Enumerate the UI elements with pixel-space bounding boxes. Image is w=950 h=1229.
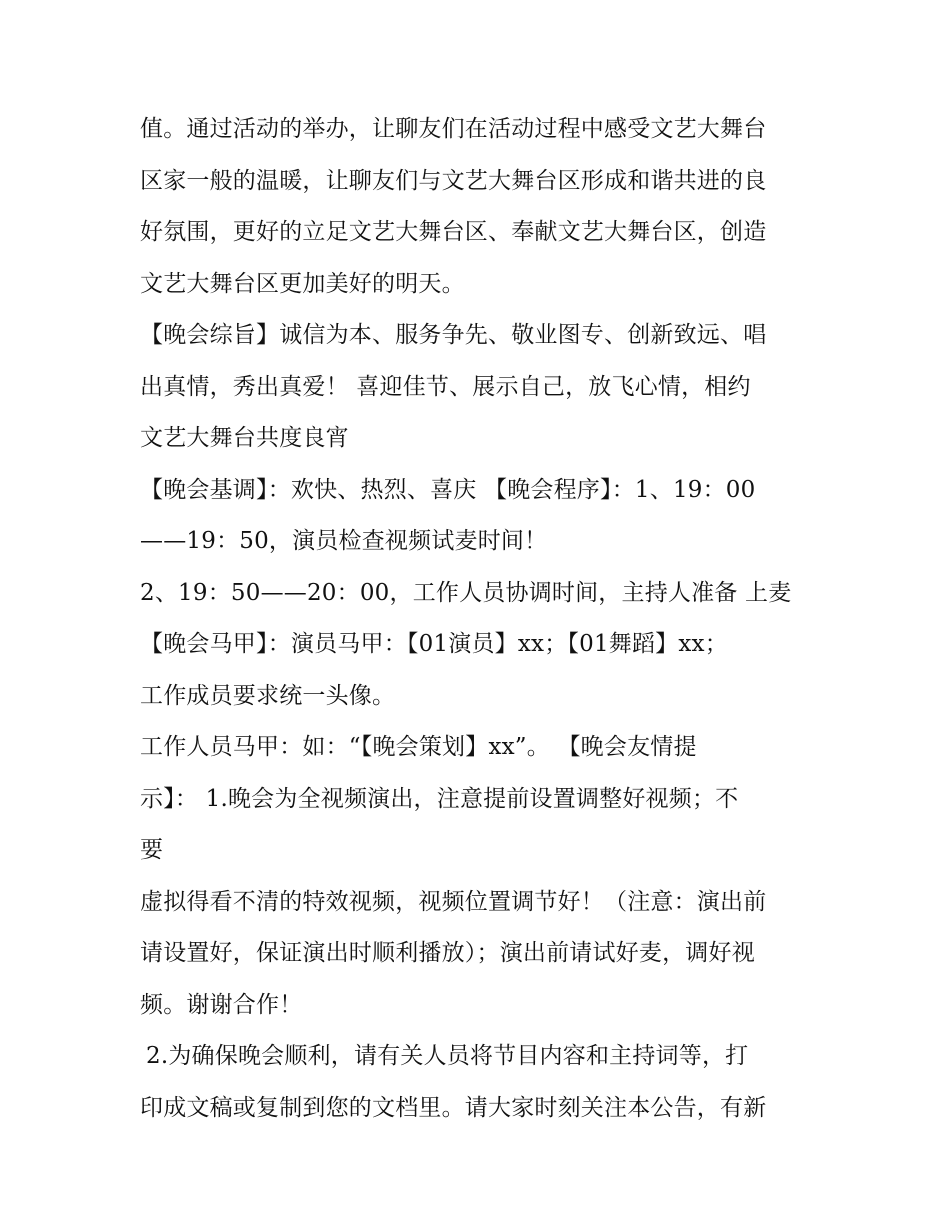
text-line: 文艺大舞台区更加美好的明天。 xyxy=(140,270,465,297)
text-line: 好氛围，更好的立足文艺大舞台区、奉献文艺大舞台区，创造 xyxy=(140,219,767,245)
text-line: 示】： 1.晚会为全视频演出，注意提前设置调整好视频；不 xyxy=(140,785,739,812)
text-line: 工作成员要求统一头像。 xyxy=(140,682,396,709)
text-line: 出真情，秀出真爱！ 喜迎佳节、展示自己，放飞心情，相约 xyxy=(140,373,751,400)
text-line: 虚拟得看不清的特效视频，视频位置调节好！（注意：演出前 xyxy=(140,888,767,915)
text-line: 要 xyxy=(140,837,164,863)
text-line: 工作人员马甲：如：“【晚会策划】xx”。 【晚会友情提 xyxy=(140,734,697,760)
text-line: 【晚会马甲】：演员马甲：【01演员】xx；【01舞蹈】xx； xyxy=(140,631,728,657)
text-line: 印成文稿或复制到您的文档里。请大家时刻关注本公告，有新 xyxy=(140,1094,767,1121)
text-line: 请设置好，保证演出时顺利播放）；演出前请试好麦，调好视 xyxy=(140,940,755,966)
text-line: 频。谢谢合作！ xyxy=(140,991,303,1018)
text-line: 【晚会基调】：欢快、热烈、喜庆 【晚会程序】：1、19：00 xyxy=(140,476,756,503)
text-line: 【晚会综旨】诚信为本、服务争先、敬业图专、创新致远、唱 xyxy=(140,322,767,348)
text-line: 2.为确保晚会顺利，请有关人员将节目内容和主持词等，打 xyxy=(146,1043,749,1069)
text-line: 值。通过活动的举办，让聊友们在活动过程中感受文艺大舞台 xyxy=(140,116,767,142)
text-line: 文艺大舞台共度良宵 xyxy=(140,425,349,451)
document-body xyxy=(140,104,840,1134)
text-line: ——19：50，演员检查视频试麦时间！ xyxy=(140,528,548,554)
text-line: 区家一般的温暖，让聊友们与文艺大舞台区形成和谐共进的良 xyxy=(140,167,767,194)
text-line: 2、19：50——20：00，工作人员协调时间，主持人准备 上麦 xyxy=(140,579,792,606)
